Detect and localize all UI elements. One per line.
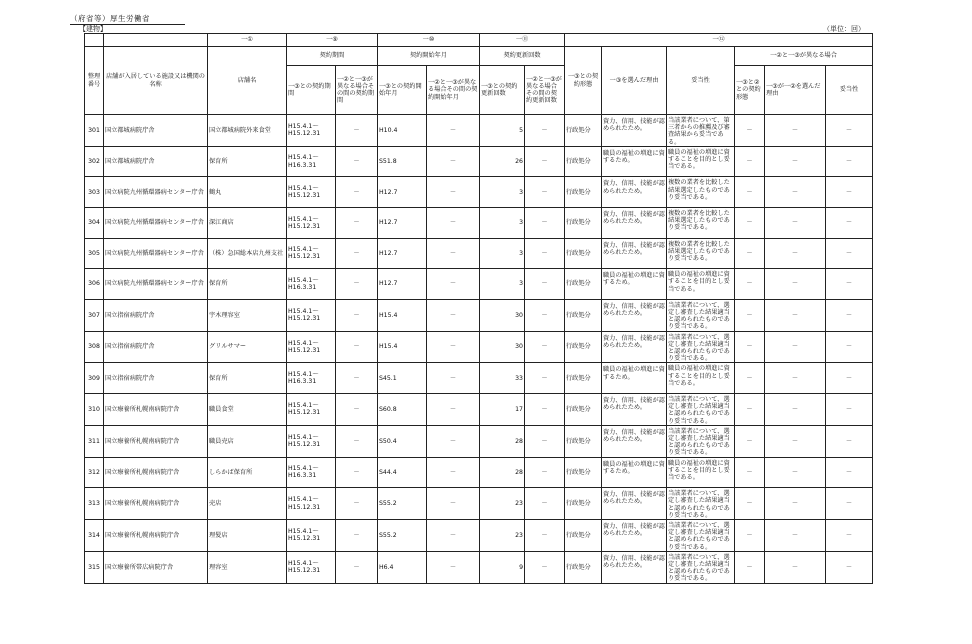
cell-reason-other: － bbox=[765, 299, 826, 331]
cell-form: 行政処分 bbox=[565, 177, 602, 208]
cell-form-other: － bbox=[735, 238, 765, 269]
cell-renew-other: － bbox=[525, 208, 565, 239]
cell-start: H15.4 bbox=[378, 331, 427, 363]
cell-form-other: － bbox=[735, 425, 765, 457]
cell-facility: 国立指宿病院庁舎 bbox=[104, 363, 208, 394]
cell-shop: 職員売店 bbox=[208, 425, 287, 457]
cell-reason: 資力、信用、技能が認められたため。 bbox=[602, 394, 667, 426]
cell-seq-no: 309 bbox=[85, 363, 104, 394]
cell-period: H15.4.1～ H16.3.31 bbox=[287, 269, 336, 300]
cell-start: S45.1 bbox=[378, 363, 427, 394]
cell-start-other: － bbox=[427, 394, 480, 426]
header-facility: 店舗が入居している施設又は機関の名称 bbox=[104, 47, 208, 115]
cell-period: H15.4.1～ H15.12.31 bbox=[287, 208, 336, 239]
cell-facility: 国立指宿病院庁舎 bbox=[104, 299, 208, 331]
cell-start-other: － bbox=[427, 457, 480, 488]
cell-form: 行政処分 bbox=[565, 299, 602, 331]
header-g1: 一① bbox=[208, 34, 287, 47]
cell-form-other: － bbox=[735, 551, 765, 583]
cell-form: 行政処分 bbox=[565, 394, 602, 426]
cell-reason-other: － bbox=[765, 177, 826, 208]
cell-period-other: － bbox=[336, 208, 378, 239]
cell-form-other: － bbox=[735, 457, 765, 488]
cell-seq-no: 307 bbox=[85, 299, 104, 331]
cell-start-other: － bbox=[427, 299, 480, 331]
cell-start: S55.2 bbox=[378, 488, 427, 520]
header-reason23: 一③が一②を選んだ理由 bbox=[765, 66, 826, 115]
cell-shop: 保育所 bbox=[208, 146, 287, 177]
cell-shop: 深江商店 bbox=[208, 208, 287, 239]
cell-shop: 理髪店 bbox=[208, 520, 287, 552]
cell-reason-other: － bbox=[765, 146, 826, 177]
header-g9: 一⑨ bbox=[287, 34, 378, 47]
cell-facility: 国立病院九州循環器病センター庁舎 bbox=[104, 238, 208, 269]
cell-start-other: － bbox=[427, 520, 480, 552]
cell-renew-other: － bbox=[525, 269, 565, 300]
cell-period: H15.4.1～ H15.12.31 bbox=[287, 238, 336, 269]
cell-period-other: － bbox=[336, 146, 378, 177]
cell-period: H15.4.1～ H15.12.31 bbox=[287, 115, 336, 147]
header-r3: 一③との契約更新回数 bbox=[480, 66, 525, 115]
cell-form: 行政処分 bbox=[565, 115, 602, 147]
cell-start: S55.2 bbox=[378, 520, 427, 552]
cell-renew-other: － bbox=[525, 457, 565, 488]
cell-justification: 職員の福祉の増進に資することを目的とし妥当である。 bbox=[667, 363, 735, 394]
cell-period-other: － bbox=[336, 394, 378, 426]
cell-renew: 3 bbox=[480, 208, 525, 239]
cell-reason: 資力、信用、技能が認められたため。 bbox=[602, 551, 667, 583]
cell-seq-no: 304 bbox=[85, 208, 104, 239]
cell-period: H15.4.1～ H15.12.31 bbox=[287, 177, 336, 208]
cell-form: 行政処分 bbox=[565, 520, 602, 552]
cell-renew-other: － bbox=[525, 177, 565, 208]
cell-facility: 国立療養所帯広病院庁舎 bbox=[104, 551, 208, 583]
header-blank bbox=[85, 34, 104, 47]
cell-seq-no: 306 bbox=[85, 269, 104, 300]
table-row bbox=[85, 208, 873, 239]
cell-form: 行政処分 bbox=[565, 457, 602, 488]
cell-justification: 当該業者について、選定し審査した結果適当と認められたものであり妥当である。 bbox=[667, 299, 735, 331]
cell-seq-no: 302 bbox=[85, 146, 104, 177]
cell-period-other: － bbox=[336, 551, 378, 583]
cell-form-other: － bbox=[735, 488, 765, 520]
cell-form-other: － bbox=[735, 299, 765, 331]
cell-renew: 3 bbox=[480, 238, 525, 269]
cell-justification-other: － bbox=[826, 299, 873, 331]
cell-justification: 当該業者について、選定し審査した結果適当と認められたものであり妥当である。 bbox=[667, 425, 735, 457]
header-renew: 契約更新回数 bbox=[480, 47, 565, 66]
table-row bbox=[85, 331, 873, 363]
cell-justification-other: － bbox=[826, 208, 873, 239]
cell-reason-other: － bbox=[765, 115, 826, 147]
cell-start-other: － bbox=[427, 363, 480, 394]
cell-seq-no: 310 bbox=[85, 394, 104, 426]
cell-form: 行政処分 bbox=[565, 146, 602, 177]
cell-form: 行政処分 bbox=[565, 208, 602, 239]
cell-justification: 当該業者について、第三者からの推薦及び審査結果から妥当である。 bbox=[667, 115, 735, 147]
cell-seq-no: 312 bbox=[85, 457, 104, 488]
cell-justification: 当該業者について、選定し審査した結果適当と認められたものであり妥当である。 bbox=[667, 331, 735, 363]
cell-justification: 複数の業者を比較した結果選定したものであり妥当である。 bbox=[667, 238, 735, 269]
cell-facility: 国立療養所札幌南病院庁舎 bbox=[104, 425, 208, 457]
cell-seq-no: 315 bbox=[85, 551, 104, 583]
cell-form: 行政処分 bbox=[565, 551, 602, 583]
cell-seq-no: 314 bbox=[85, 520, 104, 552]
cell-reason: 資力、信用、技能が認められたため。 bbox=[602, 177, 667, 208]
cell-facility: 国立指宿病院庁舎 bbox=[104, 331, 208, 363]
header-just23: 妥当性 bbox=[826, 66, 873, 115]
cell-reason: 資力、信用、技能が認められたため。 bbox=[602, 299, 667, 331]
cell-shop: 国立都城病院外来食堂 bbox=[208, 115, 287, 147]
cell-reason: 職員の福祉の増進に資するため。 bbox=[602, 363, 667, 394]
cell-justification-other: － bbox=[826, 488, 873, 520]
cell-period: H15.4.1～ H16.3.31 bbox=[287, 457, 336, 488]
cell-renew: 30 bbox=[480, 331, 525, 363]
cell-reason: 資力、信用、技能が認められたため。 bbox=[602, 238, 667, 269]
table-row bbox=[85, 269, 873, 300]
cell-facility: 国立療養所札幌南病院庁舎 bbox=[104, 520, 208, 552]
cell-period-other: － bbox=[336, 177, 378, 208]
cell-form-other: － bbox=[735, 177, 765, 208]
cell-justification-other: － bbox=[826, 394, 873, 426]
cell-reason: 資力、信用、技能が認められたため。 bbox=[602, 425, 667, 457]
cell-form-other: － bbox=[735, 269, 765, 300]
cell-justification-other: － bbox=[826, 146, 873, 177]
cell-reason-other: － bbox=[765, 331, 826, 363]
cell-reason-other: － bbox=[765, 488, 826, 520]
header-diff-case: 一②と一③が異なる場合 bbox=[735, 47, 873, 66]
cell-justification-other: － bbox=[826, 115, 873, 147]
header-p3: 一③との契約期間 bbox=[287, 66, 336, 115]
cell-shop: 職員食堂 bbox=[208, 394, 287, 426]
header-blank bbox=[104, 34, 208, 47]
cell-period: H15.4.1～ H16.3.31 bbox=[287, 146, 336, 177]
cell-justification-other: － bbox=[826, 457, 873, 488]
header-seq-no: 整理番号 bbox=[85, 47, 104, 115]
cell-renew-other: － bbox=[525, 394, 565, 426]
header-g11: 一⑪ bbox=[480, 34, 565, 47]
table-row bbox=[85, 457, 873, 488]
cell-facility: 国立病院九州循環器病センター庁舎 bbox=[104, 208, 208, 239]
cell-renew: 5 bbox=[480, 115, 525, 147]
header-s23: 一②と一③が異なる場合その間の契約開始年月 bbox=[427, 66, 480, 115]
cell-justification: 当該業者について、選定し審査した結果適当と認められたものであり妥当である。 bbox=[667, 394, 735, 426]
cell-form: 行政処分 bbox=[565, 425, 602, 457]
header-p23: 一②と一③が異なる場合その間の契約期間 bbox=[336, 66, 378, 115]
header-g12: 一⑫ bbox=[565, 34, 873, 47]
cell-start-other: － bbox=[427, 146, 480, 177]
header-row-groups bbox=[85, 34, 873, 47]
table-row bbox=[85, 551, 873, 583]
cell-shop: 宇木理容室 bbox=[208, 299, 287, 331]
cell-period-other: － bbox=[336, 457, 378, 488]
cell-reason-other: － bbox=[765, 425, 826, 457]
header-start: 契約開始年月 bbox=[378, 47, 480, 66]
cell-reason: 資力、信用、技能が認められたため。 bbox=[602, 208, 667, 239]
cell-renew: 30 bbox=[480, 299, 525, 331]
cell-shop: しらかば保育所 bbox=[208, 457, 287, 488]
cell-renew-other: － bbox=[525, 551, 565, 583]
cell-renew: 23 bbox=[480, 520, 525, 552]
header-shop: 店舗名 bbox=[208, 47, 287, 115]
cell-renew-other: － bbox=[525, 520, 565, 552]
cell-renew: 3 bbox=[480, 177, 525, 208]
cell-justification-other: － bbox=[826, 269, 873, 300]
cell-shop: グリルサマー bbox=[208, 331, 287, 363]
cell-renew-other: － bbox=[525, 299, 565, 331]
header-row-subgroups bbox=[85, 47, 873, 66]
cell-form-other: － bbox=[735, 520, 765, 552]
cell-reason: 職員の福祉の増進に資するため。 bbox=[602, 269, 667, 300]
cell-form-other: － bbox=[735, 331, 765, 363]
header-reason3: 一③を選んだ理由 bbox=[602, 47, 667, 115]
cell-shop: 理容室 bbox=[208, 551, 287, 583]
cell-reason-other: － bbox=[765, 551, 826, 583]
cell-justification: 複数の業者を比較した結果選定したものであり妥当である。 bbox=[667, 177, 735, 208]
cell-period-other: － bbox=[336, 425, 378, 457]
cell-justification: 職員の福祉の増進に資することを目的とし妥当である。 bbox=[667, 457, 735, 488]
cell-renew: 28 bbox=[480, 425, 525, 457]
cell-start-other: － bbox=[427, 208, 480, 239]
cell-reason-other: － bbox=[765, 520, 826, 552]
cell-start: H15.4 bbox=[378, 299, 427, 331]
cell-start: H12.7 bbox=[378, 238, 427, 269]
contract-table bbox=[84, 33, 873, 584]
cell-shop: （株）急国総本店九州支社 bbox=[208, 238, 287, 269]
cell-period-other: － bbox=[336, 269, 378, 300]
cell-period: H15.4.1～ H15.12.31 bbox=[287, 520, 336, 552]
header-period: 契約期間 bbox=[287, 47, 378, 66]
cell-justification-other: － bbox=[826, 551, 873, 583]
cell-period: H15.4.1～ H15.12.31 bbox=[287, 299, 336, 331]
cell-reason: 資力、信用、技能が認められたため。 bbox=[602, 520, 667, 552]
unit-label: （単位：回） bbox=[823, 25, 865, 33]
cell-period-other: － bbox=[336, 238, 378, 269]
cell-period-other: － bbox=[336, 520, 378, 552]
category-label: 【建物】 bbox=[79, 25, 107, 33]
cell-justification-other: － bbox=[826, 238, 873, 269]
table-row bbox=[85, 520, 873, 552]
cell-renew: 17 bbox=[480, 394, 525, 426]
cell-facility: 国立療養所札幌南病院庁舎 bbox=[104, 488, 208, 520]
cell-facility: 国立療養所札幌南病院庁舎 bbox=[104, 394, 208, 426]
cell-form-other: － bbox=[735, 146, 765, 177]
cell-period: H15.4.1～ H15.12.31 bbox=[287, 488, 336, 520]
cell-justification: 当該業者について、選定し審査した結果適当と認められたものであり妥当である。 bbox=[667, 488, 735, 520]
cell-start: H10.4 bbox=[378, 115, 427, 147]
cell-justification: 複数の業者を比較した結果選定したものであり妥当である。 bbox=[667, 208, 735, 239]
header-form3: 一③との契約形態 bbox=[565, 47, 602, 115]
header-just: 妥当性 bbox=[667, 47, 735, 115]
cell-start-other: － bbox=[427, 177, 480, 208]
cell-form: 行政処分 bbox=[565, 488, 602, 520]
table-body bbox=[85, 34, 873, 584]
cell-start: H12.7 bbox=[378, 177, 427, 208]
cell-start-other: － bbox=[427, 269, 480, 300]
table-row bbox=[85, 394, 873, 426]
cell-reason-other: － bbox=[765, 394, 826, 426]
cell-form-other: － bbox=[735, 208, 765, 239]
cell-form-other: － bbox=[735, 394, 765, 426]
cell-start-other: － bbox=[427, 488, 480, 520]
header-g10: 一⑩ bbox=[378, 34, 480, 47]
cell-justification-other: － bbox=[826, 520, 873, 552]
cell-start: S44.4 bbox=[378, 457, 427, 488]
cell-seq-no: 308 bbox=[85, 331, 104, 363]
header-s3: 一③との契約開始年月 bbox=[378, 66, 427, 115]
cell-renew: 33 bbox=[480, 363, 525, 394]
cell-shop: 鶴丸 bbox=[208, 177, 287, 208]
cell-start-other: － bbox=[427, 238, 480, 269]
cell-period: H15.4.1～ H15.12.31 bbox=[287, 425, 336, 457]
cell-period: H15.4.1～ H15.12.31 bbox=[287, 394, 336, 426]
cell-justification: 当該業者について、選定し審査した結果適当と認められたものであり妥当である。 bbox=[667, 520, 735, 552]
cell-shop: 保育所 bbox=[208, 363, 287, 394]
cell-facility: 国立病院九州循環器病センター庁舎 bbox=[104, 269, 208, 300]
cell-justification: 当該業者について、選定し審査した結果適当と認められたものであり妥当である。 bbox=[667, 551, 735, 583]
cell-reason: 職員の福祉の増進に資するため。 bbox=[602, 146, 667, 177]
cell-form-other: － bbox=[735, 363, 765, 394]
cell-start: H12.7 bbox=[378, 208, 427, 239]
cell-justification-other: － bbox=[826, 425, 873, 457]
cell-renew-other: － bbox=[525, 363, 565, 394]
cell-form: 行政処分 bbox=[565, 269, 602, 300]
cell-shop: 売店 bbox=[208, 488, 287, 520]
cell-seq-no: 305 bbox=[85, 238, 104, 269]
cell-renew-other: － bbox=[525, 238, 565, 269]
cell-renew: 9 bbox=[480, 551, 525, 583]
cell-reason: 資力、信用、技能が認められたため。 bbox=[602, 115, 667, 147]
cell-reason: 職員の福祉の増進に資するため。 bbox=[602, 457, 667, 488]
cell-shop: 保育所 bbox=[208, 269, 287, 300]
cell-justification-other: － bbox=[826, 363, 873, 394]
cell-renew: 23 bbox=[480, 488, 525, 520]
cell-renew: 28 bbox=[480, 457, 525, 488]
cell-period-other: － bbox=[336, 363, 378, 394]
table-row bbox=[85, 488, 873, 520]
cell-period-other: － bbox=[336, 488, 378, 520]
cell-seq-no: 311 bbox=[85, 425, 104, 457]
cell-start: H6.4 bbox=[378, 551, 427, 583]
cell-form: 行政処分 bbox=[565, 331, 602, 363]
table-row bbox=[85, 177, 873, 208]
cell-facility: 国立都城病院庁舎 bbox=[104, 115, 208, 147]
cell-seq-no: 303 bbox=[85, 177, 104, 208]
table-row bbox=[85, 238, 873, 269]
cell-period: H15.4.1～ H16.3.31 bbox=[287, 363, 336, 394]
cell-reason-other: － bbox=[765, 208, 826, 239]
cell-start: H12.7 bbox=[378, 269, 427, 300]
cell-reason-other: － bbox=[765, 238, 826, 269]
cell-facility: 国立病院九州循環器病センター庁舎 bbox=[104, 177, 208, 208]
cell-period: H15.4.1～ H15.12.31 bbox=[287, 331, 336, 363]
cell-form: 行政処分 bbox=[565, 238, 602, 269]
cell-justification: 職員の福祉の増進に資することを目的とし妥当である。 bbox=[667, 146, 735, 177]
table-row bbox=[85, 146, 873, 177]
cell-form-other: － bbox=[735, 115, 765, 147]
cell-renew-other: － bbox=[525, 488, 565, 520]
cell-renew-other: － bbox=[525, 146, 565, 177]
header-form23: 一③と②との契約形態 bbox=[735, 66, 765, 115]
cell-renew-other: － bbox=[525, 115, 565, 147]
table-row bbox=[85, 425, 873, 457]
cell-facility: 国立都城病院庁舎 bbox=[104, 146, 208, 177]
cell-renew: 26 bbox=[480, 146, 525, 177]
cell-reason-other: － bbox=[765, 457, 826, 488]
cell-justification-other: － bbox=[826, 177, 873, 208]
cell-start: S60.8 bbox=[378, 394, 427, 426]
cell-period-other: － bbox=[336, 331, 378, 363]
cell-seq-no: 313 bbox=[85, 488, 104, 520]
cell-renew-other: － bbox=[525, 425, 565, 457]
cell-reason: 資力、信用、技能が認められたため。 bbox=[602, 488, 667, 520]
cell-form: 行政処分 bbox=[565, 363, 602, 394]
cell-period-other: － bbox=[336, 299, 378, 331]
table-row bbox=[85, 363, 873, 394]
cell-reason-other: － bbox=[765, 269, 826, 300]
cell-justification: 職員の福祉の増進に資することを目的とし妥当である。 bbox=[667, 269, 735, 300]
cell-seq-no: 301 bbox=[85, 115, 104, 147]
cell-start-other: － bbox=[427, 425, 480, 457]
table-row bbox=[85, 115, 873, 147]
cell-reason-other: － bbox=[765, 363, 826, 394]
header-r23: 一②と一③が異なる場合その間の契約更新回数 bbox=[525, 66, 565, 115]
cell-renew: 3 bbox=[480, 269, 525, 300]
ministry-text: （府省等）厚生労働省 bbox=[70, 14, 150, 23]
table-row bbox=[85, 299, 873, 331]
cell-start-other: － bbox=[427, 551, 480, 583]
cell-start-other: － bbox=[427, 115, 480, 147]
cell-start: S50.4 bbox=[378, 425, 427, 457]
cell-period: H15.4.1～ H15.12.31 bbox=[287, 551, 336, 583]
cell-period-other: － bbox=[336, 115, 378, 147]
cell-start: S51.8 bbox=[378, 146, 427, 177]
cell-reason: 資力、信用、技能が認められたため。 bbox=[602, 331, 667, 363]
ministry-label bbox=[70, 13, 150, 24]
cell-facility: 国立療養所札幌南病院庁舎 bbox=[104, 457, 208, 488]
cell-justification-other: － bbox=[826, 331, 873, 363]
cell-start-other: － bbox=[427, 331, 480, 363]
cell-renew-other: － bbox=[525, 331, 565, 363]
